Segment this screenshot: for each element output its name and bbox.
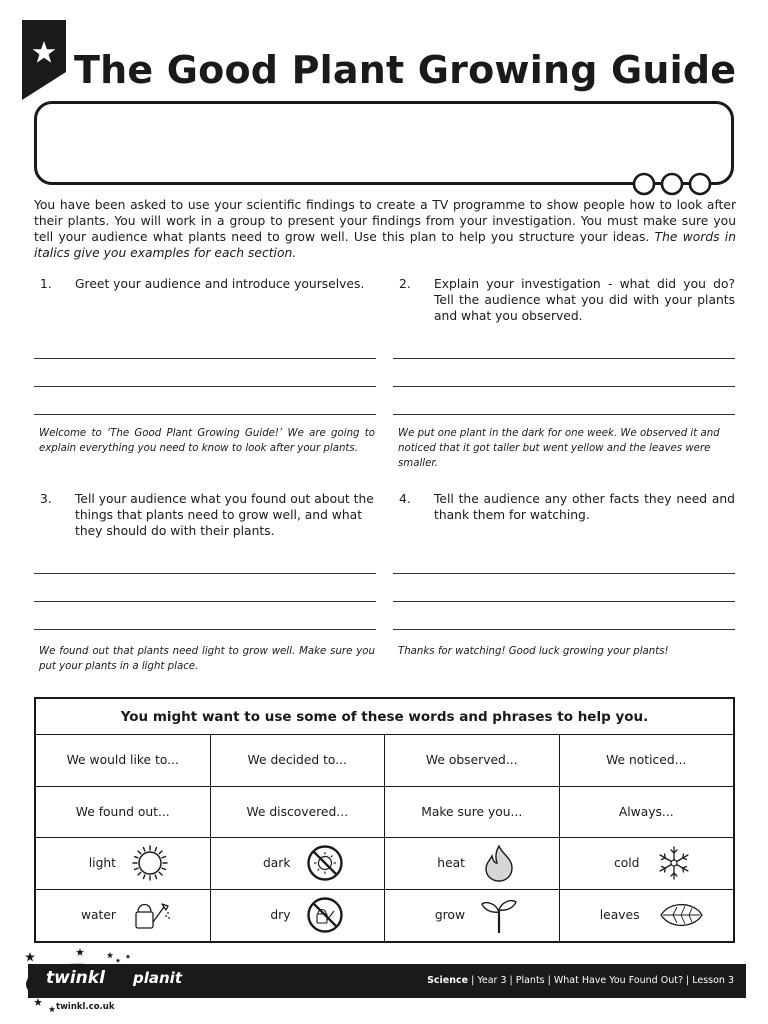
phrase-cell: Always... bbox=[618, 804, 674, 819]
section-example: We found out that plants need light to grow well. Make sure you put your plants in a light place. bbox=[39, 646, 375, 672]
section-prompt: Tell your audience what you found out about the things that plants need to grow well, and what they should do with their plants. bbox=[75, 492, 374, 538]
word-cell-light bbox=[36, 838, 211, 889]
section-example: We put one plant in the dark for one week. We observed it and noticed that it got taller but went yellow and the leaves were smaller. bbox=[398, 428, 720, 469]
planit-brand-text: planit bbox=[133, 969, 182, 987]
word-label: water bbox=[80, 908, 116, 923]
footer-breadcrumb bbox=[427, 964, 734, 998]
answer-line[interactable] bbox=[34, 573, 376, 574]
answer-line[interactable] bbox=[393, 386, 735, 387]
section-number: 2. bbox=[399, 277, 411, 291]
word-label: dry bbox=[270, 908, 291, 923]
word-cell-dark bbox=[211, 838, 386, 889]
seedling-icon bbox=[477, 895, 521, 935]
word-label: grow bbox=[434, 908, 465, 923]
phrase-row bbox=[36, 787, 733, 839]
section-1-prompt bbox=[34, 276, 376, 292]
answer-line[interactable] bbox=[34, 358, 376, 359]
picture-word-row bbox=[36, 890, 733, 942]
word-bank-heading: You might want to use some of these words and phrases to help you. bbox=[36, 699, 733, 735]
twinkl-brand-text: twinkl bbox=[46, 968, 105, 988]
star-bookmark-icon bbox=[22, 20, 66, 100]
word-bank-table bbox=[34, 697, 735, 943]
section-2-prompt bbox=[393, 276, 735, 324]
answer-line[interactable] bbox=[34, 629, 376, 630]
section-prompt: Greet your audience and introduce yourselves. bbox=[75, 277, 365, 291]
phrase-row bbox=[36, 735, 733, 787]
section-prompt: Tell the audience any other facts they need and thank them for watching. bbox=[434, 492, 735, 522]
leaf-icon bbox=[652, 895, 710, 935]
phrase-cell: We decided to... bbox=[211, 735, 386, 786]
word-cell-dry bbox=[211, 890, 386, 942]
section-3 bbox=[34, 491, 376, 676]
section-example: Thanks for watching! Good luck growing your plants! bbox=[398, 646, 669, 657]
section-number: 3. bbox=[40, 492, 52, 506]
phrase-cell: We would like to... bbox=[36, 735, 211, 786]
page-title: The Good Plant Growing Guide bbox=[74, 48, 737, 92]
intro-paragraph: You have been asked to use your scientific findings to create a TV programme to show people how to look after their plants. You will work in a group to present your findings from your investigation. You must make sure you tell your audience what plants need to grow well. Use this plan to help you structure your ideas. The words in italics give you examples for each section. bbox=[34, 198, 737, 260]
word-cell-leaves bbox=[560, 890, 734, 942]
answer-line[interactable] bbox=[393, 414, 735, 415]
section-4 bbox=[393, 491, 735, 676]
section-prompt: Explain your investigation - what did you do? Tell the audience what you did with your plants and what you observed. bbox=[434, 277, 735, 323]
phrase-cell: Make sure you... bbox=[385, 787, 560, 838]
answer-line[interactable] bbox=[34, 601, 376, 602]
section-4-prompt bbox=[393, 491, 735, 523]
website-text: twinkl.co.uk bbox=[56, 1002, 115, 1012]
answer-line[interactable] bbox=[34, 386, 376, 387]
snowflake-icon bbox=[652, 843, 696, 883]
word-label: cold bbox=[613, 856, 640, 871]
word-cell-grow bbox=[385, 890, 560, 942]
phrase-cell: We found out... bbox=[36, 787, 211, 838]
answer-line[interactable] bbox=[393, 573, 735, 574]
crossed-out-sun-icon bbox=[303, 843, 347, 883]
crossed-out-watering-can-icon bbox=[303, 895, 347, 935]
word-cell-cold bbox=[560, 838, 734, 889]
footer-breadcrumb-text: | Year 3 | Plants | What Have You Found Out? | Lesson 3 bbox=[468, 975, 734, 986]
flame-icon bbox=[477, 843, 521, 883]
answer-line[interactable] bbox=[393, 601, 735, 602]
picture-word-row bbox=[36, 838, 733, 890]
phrase-cell: We discovered... bbox=[211, 787, 386, 838]
thought-bubbles-icon bbox=[628, 172, 716, 196]
word-label: dark bbox=[262, 856, 291, 871]
word-label: heat bbox=[437, 856, 465, 871]
section-2 bbox=[393, 276, 735, 469]
section-1 bbox=[34, 276, 376, 456]
section-3-prompt bbox=[34, 491, 376, 539]
section-number: 1. bbox=[40, 277, 52, 291]
intro-italic-note: The words in italics give you examples for each section. bbox=[34, 230, 737, 260]
phrase-cell: We noticed... bbox=[606, 753, 687, 768]
watering-can-icon bbox=[128, 895, 172, 935]
answer-line[interactable] bbox=[34, 414, 376, 415]
sun-icon bbox=[128, 843, 172, 883]
answer-line[interactable] bbox=[393, 629, 735, 630]
answer-line[interactable] bbox=[393, 358, 735, 359]
phrase-cell: We observed... bbox=[385, 735, 560, 786]
word-label: light bbox=[88, 856, 116, 871]
word-cell-heat bbox=[385, 838, 560, 889]
section-example: Welcome to ‘The Good Plant Growing Guide!’ We are going to explain everything you need to know to look after your plants. bbox=[39, 428, 375, 454]
footer-subject: Science bbox=[427, 975, 469, 986]
section-number: 4. bbox=[399, 492, 411, 506]
word-label: leaves bbox=[599, 908, 640, 923]
word-cell-water bbox=[36, 890, 211, 942]
